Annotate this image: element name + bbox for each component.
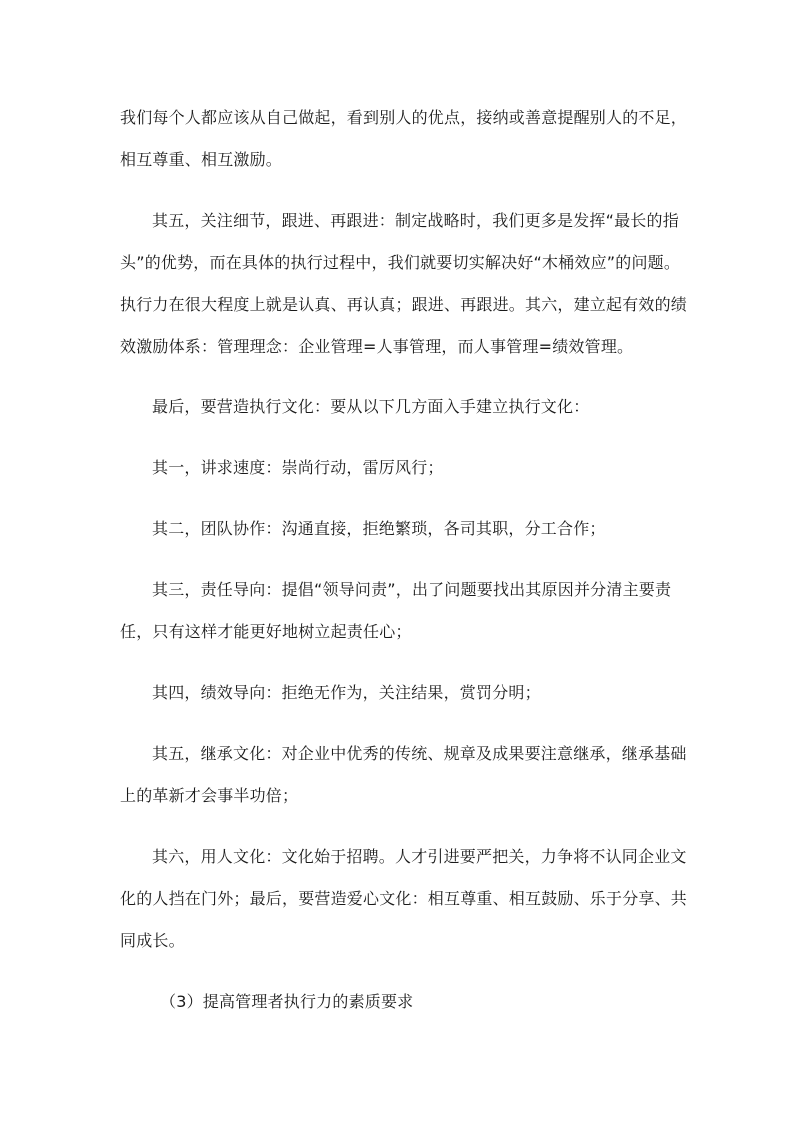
paragraph-line: 相互尊重、相互激励。 <box>120 150 283 169</box>
paragraph-line: 最后，要营造执行文化：要从以下几方面入手建立执行文化： <box>152 397 590 416</box>
paragraph-line: 同成长。 <box>120 931 185 950</box>
paragraph-line: 其四，绩效导向：拒绝无作为，关注结果，赏罚分明； <box>152 683 541 702</box>
paragraph-line: 化的人挡在门外；最后，要营造爱心文化：相互尊重、相互鼓励、乐于分享、共 <box>120 889 688 908</box>
paragraph-line: 效激励体系：管理理念：企业管理=人事管理，而人事管理=绩效管理。 <box>120 337 634 356</box>
paragraph-line: 其二，团队协作：沟通直接，拒绝繁琐，各司其职，分工合作； <box>152 519 606 538</box>
paragraph-line: 其一，讲求速度：崇尚行动，雷厉风行； <box>152 458 444 477</box>
paragraph-line: 其五，关注细节，跟进、再跟进：制定战略时，我们更多是发挥“最长的指 <box>152 211 679 230</box>
paragraph-line: 上的革新才会事半功倍； <box>120 786 299 805</box>
paragraph-line: 其五，继承文化：对企业中优秀的传统、规章及成果要注意继承，继承基础 <box>152 744 687 763</box>
paragraph-line: 其三，责任导向：提倡“领导问责”，出了问题要找出其原因并分清主要责 <box>152 580 672 599</box>
paragraph-line: 执行力在很大程度上就是认真、再认真；跟进、再跟进。其六，建立起有效的绩 <box>120 295 688 314</box>
paragraph-line: 头”的优势，而在具体的执行过程中，我们就要切实解决好“木桶效应”的问题。 <box>120 253 681 272</box>
section-heading: （3）提高管理者执行力的素质要求 <box>160 992 414 1011</box>
paragraph-line: 其六，用人文化：文化始于招聘。人才引进要严把关，力争将不认同企业文 <box>152 847 687 866</box>
paragraph-line: 任，只有这样才能更好地树立起责任心； <box>120 622 412 641</box>
paragraph-line: 我们每个人都应该从自己做起，看到别人的优点，接纳或善意提醒别人的不足， <box>120 108 688 127</box>
